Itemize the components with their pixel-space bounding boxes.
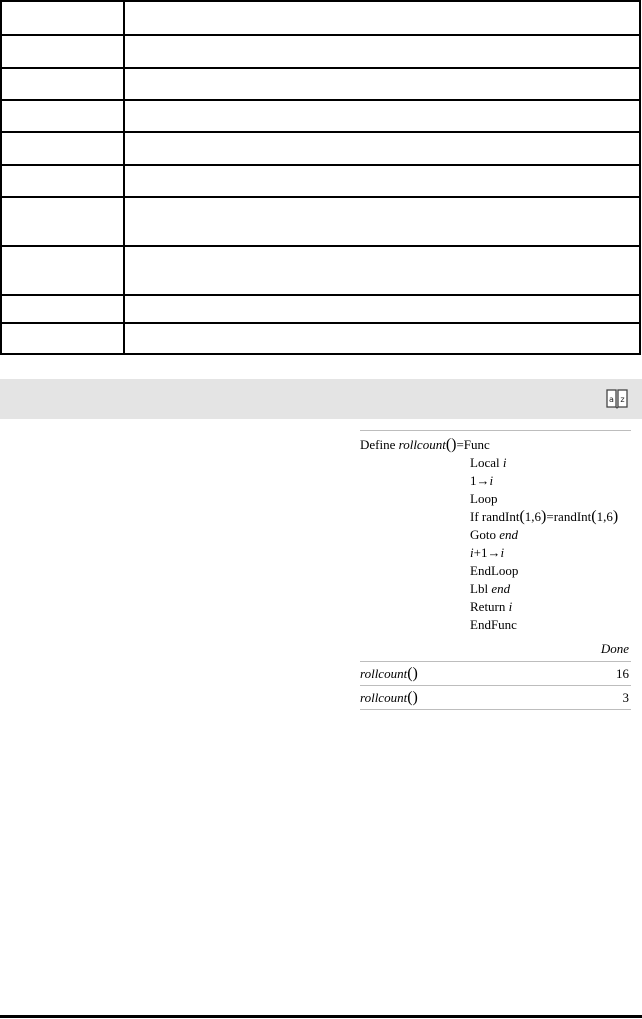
call-result: 3 [622,690,629,705]
svg-text:z: z [620,395,625,404]
code-line-endfunc: EndFunc [470,617,517,632]
code-line-if: If randInt(1,6)=randInt(1,6) [470,508,619,525]
code-line-loop: Loop [470,491,498,506]
code-line-goto: Goto end [470,527,519,542]
call-result: 16 [616,666,629,681]
code-line-local: Local i [470,455,507,470]
table-row [2,34,639,36]
define-result: Done [600,641,629,656]
example-rule [360,709,631,710]
table-row [2,67,639,69]
define-keyword: Define [360,437,396,452]
code-line-return: Return i [470,599,513,614]
page-bottom-rule [0,1015,642,1018]
call-line: rollcount() [360,665,418,682]
table-row [2,164,639,166]
define-line: Define rollcount()=Func [360,436,490,453]
table-row [2,196,639,198]
reference-table [0,0,641,355]
table-row [2,322,639,324]
function-name: rollcount [398,437,446,452]
code-line-store: 1→i [470,473,494,488]
table-row [2,294,639,296]
code-line-endloop: EndLoop [470,563,519,578]
example-rule [360,661,631,662]
catalog-book-icon [606,388,628,410]
section-header-bar [0,379,642,419]
table-row [2,245,639,247]
svg-text:a: a [609,395,614,404]
table-row [2,131,639,133]
call-line: rollcount() [360,689,418,706]
example-top-rule [360,430,631,431]
table-row [2,99,639,101]
code-line-increment: i+1→i [470,545,505,560]
table-column-divider [123,2,125,353]
define-suffix: =Func [456,437,490,452]
example-rule [360,685,631,686]
code-line-lbl: Lbl end [470,581,511,596]
